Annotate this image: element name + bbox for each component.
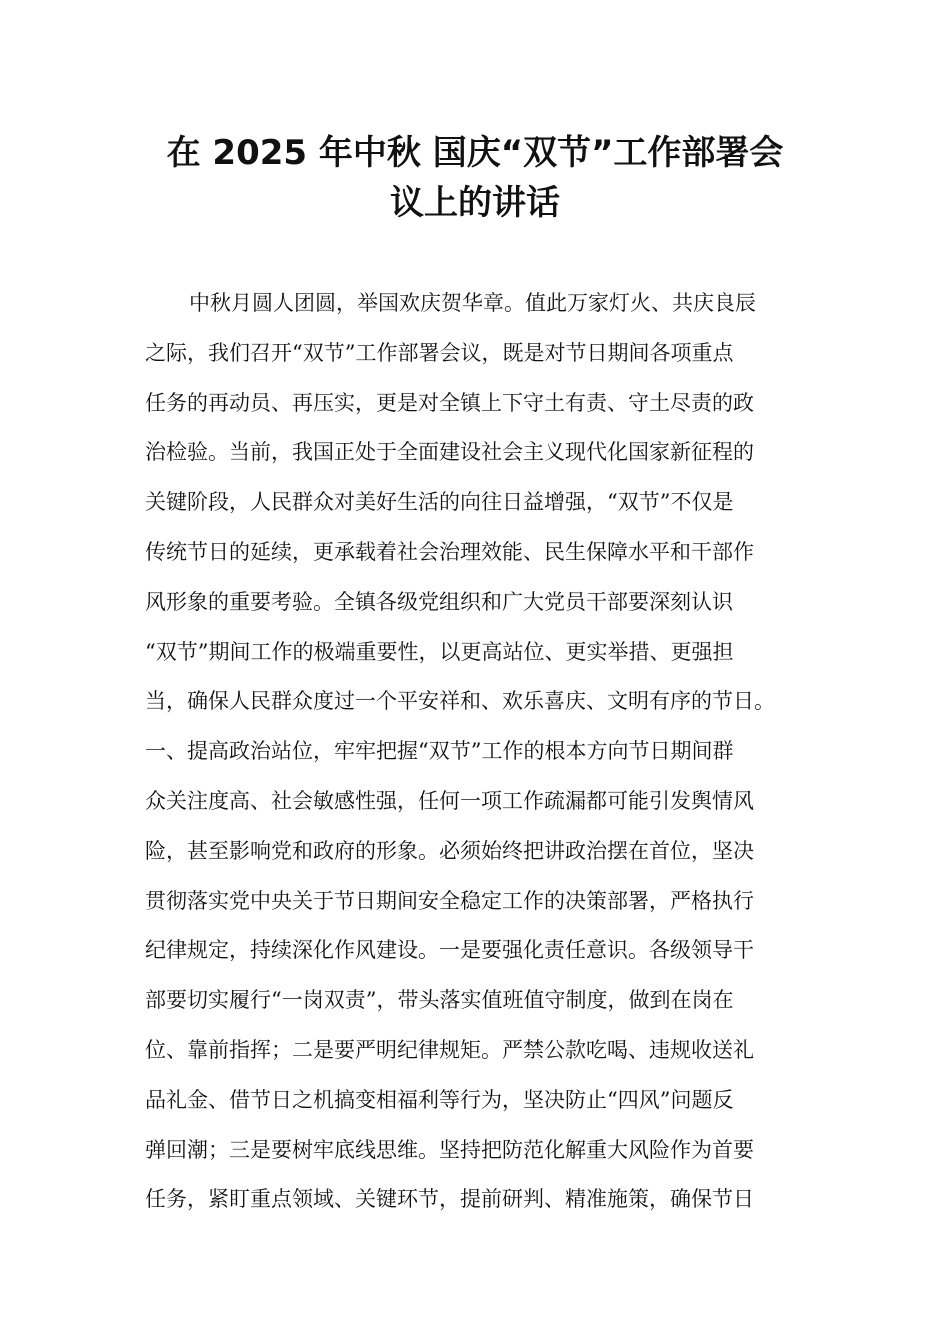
document-title xyxy=(145,128,805,228)
body-line: 位、靠前指挥；二是要严明纪律规矩。严禁公款吃喝、违规收送礼 xyxy=(145,1037,754,1062)
body-line: 治检验。当前，我国正处于全面建设社会主义现代化国家新征程的 xyxy=(145,440,754,465)
title-line-1: 在 2025 年中秋 国庆“双节”工作部署会 xyxy=(166,133,784,173)
section-heading-line: 一、提高政治站位，牢牢把握“双节”工作的根本方向节日期间群 xyxy=(145,739,734,764)
body-line: “双节”期间工作的极端重要性，以更高站位、更实举措、更强担 xyxy=(145,639,734,664)
body-line: 弹回潮；三是要树牢底线思维。坚持把防范化解重大风险作为首要 xyxy=(145,1137,754,1162)
body-line: 之际，我们召开“双节”工作部署会议，既是对节日期间各项重点 xyxy=(145,340,734,365)
body-line: 任务的再动员、再压实，更是对全镇上下守土有责、守土尽责的政 xyxy=(145,390,754,415)
body-line: 传统节日的延续，更承载着社会治理效能、民生保障水平和干部作 xyxy=(145,539,754,564)
title-line-2: 议上的讲话 xyxy=(390,183,560,223)
body-line: 中秋月圆人团圆，举国欢庆贺华章。值此万家灯火、共庆良辰 xyxy=(189,291,756,315)
body-line: 关键阶段，人民群众对美好生活的向往日益增强，“双节”不仅是 xyxy=(145,490,734,515)
body-line: 险，甚至影响党和政府的形象。必须始终把讲政治摆在首位，坚决 xyxy=(145,838,754,863)
body-line: 众关注度高、社会敏感性强，任何一项工作疏漏都可能引发舆情风 xyxy=(145,788,754,813)
body-line: 部要切实履行“一岗双责”，带头落实值班值守制度，做到在岗在 xyxy=(145,988,734,1013)
body-line: 品礼金、借节日之机搞变相福利等行为，坚决防止“四风”问题反 xyxy=(145,1087,734,1112)
body-line: 风形象的重要考验。全镇各级党组织和广大党员干部要深刻认识 xyxy=(145,589,733,614)
body-line: 任务，紧盯重点领域、关键环节，提前研判、精准施策，确保节日 xyxy=(145,1187,754,1212)
body-line: 贯彻落实党中央关于节日期间安全稳定工作的决策部署，严格执行 xyxy=(145,888,754,913)
body-line: 当，确保人民群众度过一个平安祥和、欢乐喜庆、文明有序的节日。 xyxy=(145,689,775,714)
document-body xyxy=(145,279,807,1225)
body-line: 纪律规定，持续深化作风建设。一是要强化责任意识。各级领导干 xyxy=(145,938,754,963)
